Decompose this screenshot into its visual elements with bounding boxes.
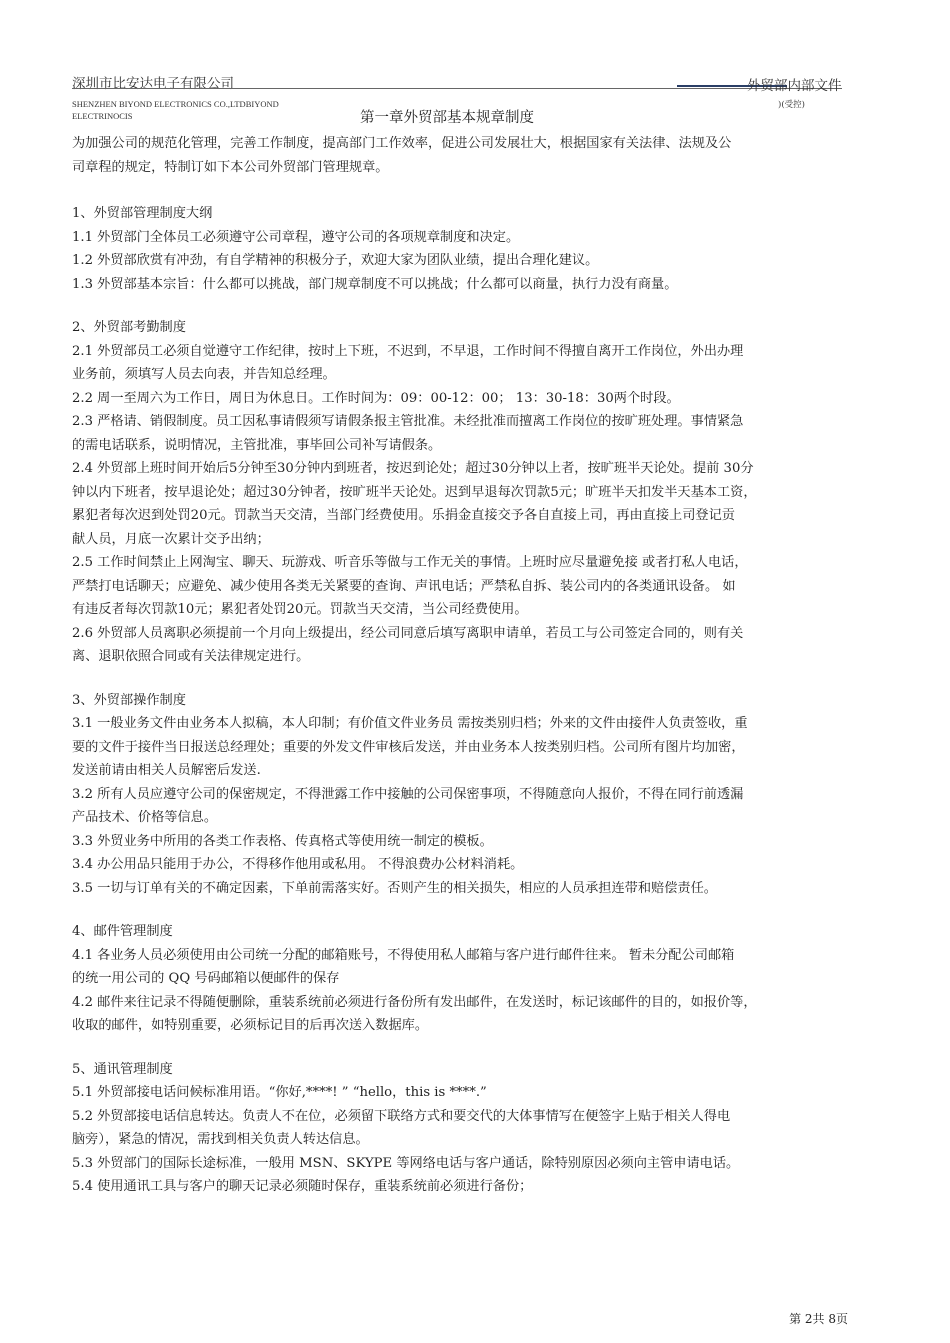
section-line: 产品技术、价格等信息。 xyxy=(72,810,218,825)
section-line: 2.5 工作时间禁止上网淘宝、聊天、玩游戏、听音乐等做与工作无关的事情。上班时应尽量避免接 或者打私人电话， xyxy=(72,555,748,570)
section-line: 发送前请由相关人员解密后发送. xyxy=(72,763,261,778)
header-divider xyxy=(72,88,842,89)
section-heading: 4、邮件管理制度 xyxy=(72,924,173,939)
section-line: 收取的邮件，如特别重要，必须标记目的后再次送入数据库。 xyxy=(72,1018,429,1033)
section-spacer xyxy=(72,1038,812,1058)
section-line: 离、退职依照合同或有关法律规定进行。 xyxy=(72,649,310,664)
section-line: 5.1 外贸部接电话问候标准用语。“你好,****! ” “hello，this is ****.” xyxy=(72,1085,487,1100)
section-line: 4.1 各业务人员必须使用由公司统一分配的邮箱账号，不得使用私人邮箱与客户进行邮件往来。 暂未分配公司邮箱 xyxy=(72,947,735,963)
section-line: 脑旁），紧急的情况，需找到相关负责人转达信息。 xyxy=(72,1132,369,1147)
section-line: 的需电话联系，说明情况，主管批准，事毕回公司补写请假条。 xyxy=(72,437,442,453)
section-heading: 2、外贸部考勤制度 xyxy=(72,320,186,335)
section-spacer xyxy=(72,179,812,202)
section-line: 3.4 办公用品只能用于办公，不得移作他用或私用。 不得浪费办公材料消耗。 xyxy=(72,857,524,872)
section-line: 2.2 周一至周六为工作日，周日为休息日。工作时间为：09：00-12：00； 13：30-18：30两个时段。 xyxy=(72,390,680,406)
section-line: 1.3 外贸部基本宗旨：什么都可以挑战，部门规章制度不可以挑战；什么都可以商量，执行力没有商量。 xyxy=(72,276,678,292)
section-line: 的统一用公司的 QQ 号码邮箱以便邮件的保存 xyxy=(72,971,340,986)
section-line: 业务前，须填写人员去向表，并告知总经理。 xyxy=(72,367,336,382)
section-line: 累犯者每次迟到处罚20元。罚款当天交清，当部门经费使用。乐捐金直接交予各自直接上司，再由直接上司登记贡 xyxy=(72,508,735,523)
section-line: 3.1 一般业务文件由业务本人拟稿，本人印制；有价值文件业务员 需按类别归档；外来的文件由接件人负责签收，重 xyxy=(72,716,748,731)
section-line: 钟以内下班者，按早退论处；超过30分钟者，按旷班半天论处。迟到早退每次罚款5元；旷班半天扣发半天基本工资， xyxy=(72,484,757,500)
section-heading: 5、通讯管理制度 xyxy=(72,1061,173,1077)
section-line: 3.3 外贸业务中所用的各类工作表格、传真格式等使用统一制定的模板。 xyxy=(72,833,493,849)
section-line: 5.3 外贸部门的国际长途标准，一般用 MSN、SKYPE 等网络电话与客户通话，除特别原因必须向主管申请电话。 xyxy=(72,1155,740,1171)
section-line: 2.3 严格请、销假制度。员工因私事请假须写请假条报主管批准。未经批准而擅离工作岗位的按旷班处理。事情紧急 xyxy=(72,414,744,429)
section-line: 2.4 外贸部上班时间开始后5分钟至30分钟内到班者，按迟到论处；超过30分钟以上者，按旷班半天论处。提前 30分 xyxy=(72,461,754,476)
section-spacer xyxy=(72,296,812,316)
section-line: 有违反者每次罚款10元；累犯者处罚20元。罚款当天交清，当公司经费使用。 xyxy=(72,602,528,617)
section-line: 5.4 使用通讯工具与客户的聊天记录必须随时保存，重装系统前必须进行备份； xyxy=(72,1179,533,1194)
section-line: 3.2 所有人员应遵守公司的保密规定，不得泄露工作中接触的公司保密事项，不得随意向人报价，不得在同行前透漏 xyxy=(72,786,744,802)
section-line: 2.1 外贸部员工必须自觉遵守工作纪律，按时上下班，不迟到，不早退，工作时间不得擅自离开工作岗位，外出办理 xyxy=(72,343,744,359)
document-title: 第一章外贸部基本规章制度 xyxy=(360,110,534,126)
intro-line: 司章程的规定，特制订如下本公司外贸部门管理规章。 xyxy=(72,159,389,175)
section-line: 要的文件于接件当日报送总经理处；重要的外发文件审核后发送，并由业务本人按类别归档。公司所有图片均加密， xyxy=(72,739,745,755)
company-name-en: SHENZHEN BIYOND ELECTRONICS CO.,LTDBIYOND ELECTRINOCIS xyxy=(72,99,279,121)
section-line: 2.6 外贸部人员离职必须提前一个月向上级提出，经公司同意后填写离职申请单，若员工与公司签定合同的，则有关 xyxy=(72,625,744,641)
section-heading: 1、外贸部管理制度大纲 xyxy=(72,206,213,221)
section-line: 严禁打电话聊天；应避免、减少使用各类无关紧要的查询、声讯电话；严禁私自拆、装公司内的各类通讯设备。 如 xyxy=(72,578,736,594)
document-type: 外贸部内部文件 xyxy=(747,78,842,94)
document-body xyxy=(72,132,812,1199)
section-line: 1.1 外贸部门全体员工必须遵守公司章程，遵守公司的各项规章制度和决定。 xyxy=(72,229,520,245)
section-spacer xyxy=(72,669,812,689)
section-line: 1.2 外贸部欣赏有冲劲，有自学精神的积极分子，欢迎大家为团队业绩，提出合理化建议。 xyxy=(72,253,599,268)
page-number: 第 2共 8页 xyxy=(789,1312,848,1326)
classification-label: )(受控) xyxy=(778,100,805,110)
section-spacer xyxy=(72,900,812,920)
section-line: 献人员，月底一次累计交予出纳； xyxy=(72,531,270,547)
section-line: 5.2 外贸部接电话信息转达。负责人不在位，必须留下联络方式和要交代的大体事情写在便签字上贴于相关人得电 xyxy=(72,1108,731,1124)
intro-line: 为加强公司的规范化管理，完善工作制度，提高部门工作效率，促进公司发展壮大，根据国家有关法律、法规及公 xyxy=(72,136,732,151)
company-name-cn: 深圳市比安达电子有限公司 xyxy=(72,76,234,92)
section-heading: 3、外贸部操作制度 xyxy=(72,692,186,708)
section-line: 4.2 邮件来往记录不得随便删除，重装系统前必须进行备份所有发出邮件，在发送时，标记该邮件的目的，如报价等， xyxy=(72,994,757,1010)
section-line: 3.5 一切与订单有关的不确定因素，下单前需落实好。否则产生的相关损失，相应的人员承担连带和赔偿责任。 xyxy=(72,880,717,896)
